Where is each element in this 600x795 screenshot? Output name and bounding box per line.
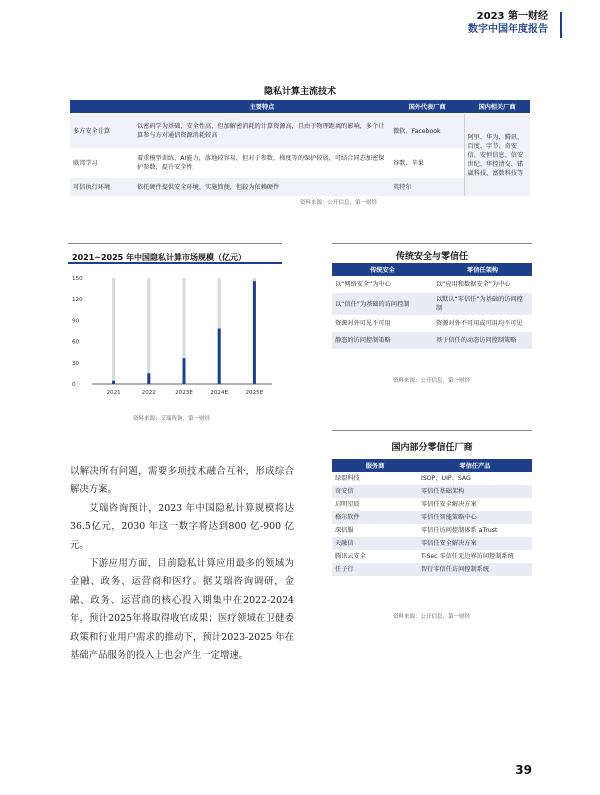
- bar: [112, 381, 115, 384]
- table-cell: 基于信任的动态访问控制策略: [433, 332, 532, 349]
- table-header-cell: 国外代表厂商: [390, 100, 464, 114]
- chart-top-rule: [68, 243, 282, 244]
- x-tick-label: 2021: [106, 390, 121, 396]
- bar: [183, 358, 186, 384]
- zerotrust-compare-table: [332, 263, 532, 349]
- table-row: [332, 498, 532, 511]
- privacy-tech-table: [70, 100, 530, 196]
- table-cell: 以“应用和数据安全”为中心: [436, 281, 511, 288]
- vendor-cell: 启明星辰: [335, 501, 360, 508]
- table-header-cell: 零信任架构: [433, 263, 532, 276]
- vendor-cell: 天融信: [332, 537, 418, 550]
- vendors-table-title: 国内部分零信任厂商: [391, 443, 473, 453]
- product-cell: 零信任安全解决方案: [421, 501, 477, 508]
- zerotrust-table-source: 资料来源：公开信息，第一财经: [393, 378, 471, 384]
- table-row: [332, 276, 532, 293]
- table-row: [332, 293, 532, 315]
- product-cell: 零信任访问控制体系 aTrust: [421, 527, 498, 534]
- chart-title-rule: [68, 262, 282, 264]
- table-row: [332, 537, 532, 550]
- table-cell: 以“信任”为基础的访问控制: [332, 293, 433, 315]
- domestic-vendor-cell: 阿里、华为、腾讯、百度、字节、奇安信、安恒信息、信安世纪、华控清交、锘崴科技、富数科技等: [464, 114, 530, 197]
- table-row: [332, 472, 532, 485]
- table-cell: 以“网络安全”为中心: [335, 281, 391, 288]
- tech-cell: 多方安全计算: [70, 114, 134, 149]
- table-row: [332, 511, 532, 524]
- x-tick-label: 2025E: [245, 390, 264, 396]
- table-row: [70, 114, 530, 149]
- vendor-cell: 格尔软件: [332, 511, 418, 524]
- article-body: [70, 463, 294, 665]
- chart-title: 2021~2025 年中国隐私计算市场规模（亿元）: [72, 253, 247, 262]
- foreign-vendor-cell: 英特尔: [390, 178, 464, 197]
- table-row: [332, 524, 532, 537]
- table-row: [70, 149, 530, 178]
- bar: [147, 373, 150, 384]
- paragraph: 艾瑞咨询预计，2023 年中国隐私计算规模将达36.5亿元，2030 年这一数字将达到800 亿-900 亿元。: [70, 502, 294, 551]
- foreign-vendor-cell: 微软、Facebook: [390, 114, 464, 149]
- privacy-table-title: 隐私计算主流技术: [263, 87, 336, 97]
- feature-cell: 依托硬件提供安全环境，实施简便，但较为依赖硬件: [134, 178, 390, 197]
- zerotrust-table-title: 传统安全与零信任: [395, 252, 468, 262]
- tech-cell: 联邦学习: [70, 149, 134, 178]
- table-row: [70, 178, 530, 197]
- table-cell: 资源对外不可用或可用均不可见: [436, 320, 523, 327]
- feature-cell: 着重模型训练、AI能力，落地较容易，但对于参数、梯度等的保护较弱，可结合同态加密保护参数，提升安全性: [134, 149, 390, 178]
- product-cell: 智行零信任访问控制系统: [418, 563, 532, 576]
- vendor-cell: 绿盟科技: [335, 475, 360, 482]
- privacy-table-source: 资料来源：公开信息，第一财经: [300, 200, 378, 206]
- product-cell: T-Sec 零信任无边界访问控制系统: [421, 553, 514, 560]
- table-cell: 资源对外可见不可用: [335, 320, 391, 327]
- header-line2: 数字中国年度报告: [468, 24, 548, 35]
- table-header-cell: 服务商: [332, 459, 418, 472]
- header-accent-bar: [560, 12, 562, 38]
- table-header-cell: [70, 100, 134, 114]
- paragraph: 以解决所有问题，需要多项技术融合互补，形成综合解决方案。: [70, 466, 294, 496]
- paragraph: 下游应用方面，目前隐私计算应用最多的领域为金融、政务、运营商和医疗。据艾瑞咨询调研，金融、政务、运营商的核心投入期集中在2022-2024 年，预计2025年将取得收官成果；医疗领域在卫健委政策和行业用户需求的推动下，预计2023-2025 年在基础产品服务的投入上也会产生一定增速。: [70, 558, 294, 662]
- x-tick-label: 2024E: [210, 390, 229, 396]
- product-cell: 零信任基础架构: [418, 485, 532, 498]
- table-row: [332, 563, 532, 576]
- vendors-table-source: 资料来源：公开信息，第一财经: [393, 614, 471, 620]
- bar: [218, 329, 221, 384]
- y-tick-label: 30: [72, 360, 80, 367]
- table-header-cell: 零信任产品: [418, 459, 532, 472]
- header-line1: 2023 第一财经: [476, 11, 548, 22]
- y-tick-label: 90: [72, 318, 80, 325]
- y-tick-label: 150: [72, 276, 83, 282]
- y-tick-label: 120: [72, 297, 83, 304]
- product-cell: ISOP、UIP、SAG: [421, 475, 471, 482]
- bar-track: [147, 278, 150, 384]
- zerotrust-vendors-table: [332, 459, 532, 576]
- bar: [253, 281, 256, 384]
- table-row: [332, 550, 532, 563]
- table-row: [332, 315, 532, 332]
- table-row: [332, 332, 532, 349]
- zerotrust-top-rule: [332, 243, 532, 244]
- x-tick-label: 2022: [141, 390, 156, 396]
- table-header-cell: 主要特点: [134, 100, 390, 114]
- market-size-chart: [68, 270, 282, 406]
- vendor-cell: 任子行: [332, 563, 418, 576]
- table-header-cell: 传统安全: [332, 263, 433, 276]
- product-cell: 零信任安全解决方案: [418, 537, 532, 550]
- vendor-cell: 奇安信: [332, 485, 418, 498]
- tech-cell: 可信执行环境: [70, 178, 134, 197]
- table-cell: 静态的访问控制策略: [332, 332, 433, 349]
- bar-track: [112, 278, 115, 384]
- table-header-cell: 国内相关厂商: [464, 100, 530, 114]
- page-number: 39: [515, 763, 532, 777]
- y-tick-label: 60: [72, 339, 80, 346]
- y-tick-label: 0: [72, 382, 76, 388]
- feature-cell: 以密码学为基础，安全性高，但加解密消耗的计算资源高，且由于物理距离的影响，多个计算参与方对通信资源消耗较高: [134, 114, 390, 149]
- vendor-cell: 深信服: [335, 527, 354, 534]
- foreign-vendor-cell: 谷歌、苹果: [390, 149, 464, 178]
- report-header: [468, 10, 548, 36]
- x-tick-label: 2023E: [175, 390, 193, 396]
- vendors-top-rule: [332, 430, 532, 431]
- vendor-cell: 腾讯云安全: [335, 553, 366, 560]
- product-cell: 零信任智能策略中心: [418, 511, 532, 524]
- table-row: [332, 485, 532, 498]
- table-cell: 以默认“零信任”为基础的访问控制: [433, 293, 532, 315]
- chart-source: 资料来源：艾瑞咨询，第一财经: [133, 416, 211, 422]
